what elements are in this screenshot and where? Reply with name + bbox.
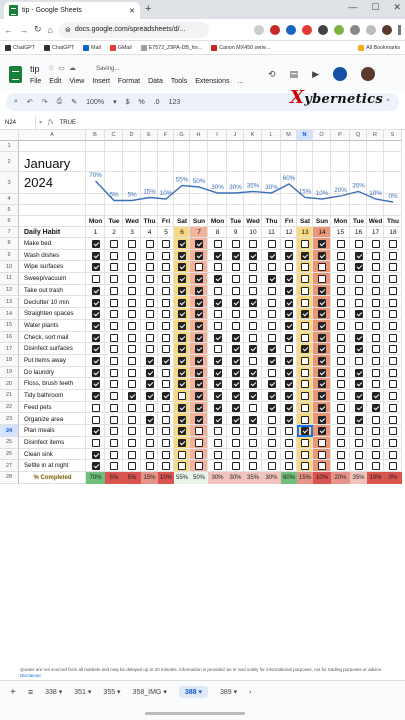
column-header-c[interactable]: C: [105, 130, 123, 141]
sheet-tab[interactable]: 351 ▾: [74, 689, 92, 696]
percent-button[interactable]: %: [138, 98, 145, 106]
name-box[interactable]: N24: [0, 116, 36, 129]
sheet-tab[interactable]: 389 ▾: [220, 689, 238, 696]
all-bookmarks[interactable]: All Bookmarks: [358, 45, 400, 51]
meet-icon[interactable]: ▶: [312, 68, 319, 79]
row-header-19[interactable]: 19: [0, 367, 19, 379]
habit-label: Plan meals: [24, 427, 55, 435]
row-header-25[interactable]: 25: [0, 437, 19, 449]
chart-data-label: 20%: [334, 187, 347, 194]
column-header-s[interactable]: S: [384, 130, 402, 141]
habit-label: Settle in at night: [24, 462, 69, 470]
back-icon[interactable]: ←: [4, 24, 13, 35]
row-header-24[interactable]: 24: [0, 425, 19, 437]
daily-habit-header: Daily Habit: [24, 229, 61, 236]
row-header-4[interactable]: 4: [0, 194, 19, 205]
bookmark-item[interactable]: ChatGPT: [44, 45, 74, 51]
day-number: 11: [268, 229, 275, 236]
day-number: 4: [147, 229, 152, 236]
habit-label: Wash dishes: [24, 251, 60, 259]
row-header-20[interactable]: 20: [0, 378, 19, 390]
bookmark-item[interactable]: E7572_Z9PA-DB_for...: [141, 45, 203, 51]
day-name-header: Wed: [246, 218, 260, 225]
row-header-11[interactable]: 11: [0, 273, 19, 285]
habit-label: Water plants: [24, 321, 59, 329]
row-header-8[interactable]: 8: [0, 238, 19, 250]
month-title: January: [24, 156, 71, 171]
chart-data-label: 55%: [175, 176, 189, 184]
column-header-d[interactable]: D: [123, 130, 141, 141]
chart-data-label: 15%: [298, 188, 312, 196]
print-icon[interactable]: ⎙: [56, 98, 63, 105]
collapse-toolbar-icon[interactable]: ⌃: [385, 99, 391, 106]
all-sheets-icon[interactable]: ≡: [27, 687, 34, 697]
column-header-o[interactable]: O: [313, 130, 331, 141]
habit-label: Check, sort mail: [24, 333, 69, 341]
menu-format[interactable]: Format: [117, 78, 141, 85]
day-number: 18: [389, 229, 397, 236]
column-header-a[interactable]: A: [19, 130, 86, 141]
row-header-6[interactable]: 6: [0, 216, 19, 227]
column-header-m[interactable]: M: [281, 130, 297, 141]
day-name-header: Wed: [125, 218, 139, 225]
chart-data-label: 50%: [192, 178, 206, 185]
chart-data-label: 10%: [369, 190, 382, 197]
history-icon[interactable]: ⟲: [268, 68, 276, 79]
menu-view[interactable]: View: [69, 78, 85, 85]
number-format-button[interactable]: 123: [168, 98, 181, 106]
habit-label: Organize area: [24, 415, 64, 423]
chart-data-label: 10%: [315, 190, 329, 197]
menu-file[interactable]: File: [30, 78, 42, 85]
zoom-select[interactable]: 100%: [86, 98, 105, 106]
pct-completed-value: 50%: [190, 472, 208, 484]
habit-label: Clean sink: [24, 450, 53, 458]
menu-data[interactable]: Data: [148, 78, 163, 85]
row-header-12[interactable]: 12: [0, 285, 19, 297]
day-number: 13: [301, 229, 309, 236]
day-name-header: Tue: [352, 218, 365, 225]
row-header-9[interactable]: 9: [0, 250, 19, 262]
disclaimer-text: Quotes are not sourced from all markets and may be delayed up to 20 minutes. Information is provided 'as is' and solely for informational purposes, not for trading purposes or advice.: [20, 667, 383, 672]
row-header-21[interactable]: 21: [0, 390, 19, 402]
chart-data-label: 5%: [109, 191, 119, 199]
column-header-j[interactable]: J: [227, 130, 244, 141]
fx-icon: fx: [48, 119, 54, 126]
row-header-7[interactable]: 7: [0, 227, 19, 238]
pct-completed-value: 60%: [281, 472, 297, 484]
day-number: 15: [336, 229, 345, 236]
pct-completed-value: 35%: [350, 472, 367, 484]
chart-data-label: 30%: [229, 184, 242, 191]
day-name-header: Sun: [315, 218, 329, 225]
cloud-icon[interactable]: ☁: [68, 65, 76, 72]
day-name-header: Tue: [108, 218, 120, 225]
pct-completed-label: % Completed: [33, 474, 72, 481]
day-number: 8: [215, 229, 220, 236]
day-name-header: Thu: [265, 218, 278, 225]
year-title: 2024: [24, 175, 53, 190]
pct-completed-value: 10%: [158, 472, 174, 484]
row-header-27[interactable]: 27: [0, 460, 19, 472]
disclaimer: [20, 667, 395, 678]
bookmark-item[interactable]: ChatGPT: [5, 45, 35, 51]
pct-completed-value: 5%: [123, 472, 141, 484]
completion-series-line: [96, 181, 394, 202]
pct-completed-value: 30%: [208, 472, 227, 484]
site-info-icon[interactable]: ⊜: [64, 26, 71, 34]
search-icon[interactable]: ⌕: [14, 98, 18, 105]
column-header-h[interactable]: H: [190, 130, 208, 141]
document-title[interactable]: tip: [30, 64, 40, 74]
chart-data-label: 70%: [89, 172, 102, 179]
column-header-f[interactable]: F: [158, 130, 174, 141]
horizontal-scrollbar[interactable]: [145, 712, 245, 715]
chart-data-label: 15%: [143, 188, 156, 196]
row-header-26[interactable]: 26: [0, 449, 19, 461]
habit-label: Wipe surfaces: [24, 263, 64, 271]
day-name-header: Fri: [284, 218, 294, 225]
pct-completed-value: 35%: [244, 472, 262, 484]
day-number: 1: [93, 229, 98, 236]
pct-completed-value: 30%: [227, 472, 244, 484]
pct-completed-value: 10%: [367, 472, 384, 484]
comments-icon[interactable]: ▤: [289, 68, 299, 79]
habit-label: Take out trash: [24, 286, 63, 294]
menu-more[interactable]: ...: [237, 78, 244, 85]
pct-completed-value: 5%: [105, 472, 123, 484]
row-header-2[interactable]: 2: [0, 152, 19, 172]
bookmark-item[interactable]: GMail: [110, 45, 132, 51]
column-header-l[interactable]: L: [262, 130, 281, 141]
day-number: 2: [112, 229, 116, 236]
pct-completed-value: 15%: [297, 472, 313, 484]
saving-status: Saving...: [96, 66, 120, 72]
pct-completed-value: 70%: [86, 472, 105, 484]
habit-label: Disinfect items: [24, 438, 65, 446]
habit-label: Do laundry: [24, 368, 54, 376]
day-name-header: Fri: [161, 218, 171, 225]
day-number: 10: [249, 229, 257, 236]
chart-data-label: 35%: [352, 182, 365, 190]
day-name-header: Sat: [299, 218, 311, 225]
column-header-q[interactable]: Q: [350, 130, 367, 141]
habit-label: Tidy bathroom: [24, 392, 64, 400]
row-header-23[interactable]: 23: [0, 414, 19, 426]
column-header-g[interactable]: G: [174, 130, 190, 141]
chart-data-label: 60%: [282, 175, 296, 182]
cybernetics-watermark: Xybernetics: [290, 87, 383, 108]
menu-tools[interactable]: Tools: [170, 78, 188, 85]
paint-format-icon[interactable]: ✎: [71, 99, 78, 106]
forward-icon[interactable]: →: [19, 24, 28, 35]
column-header-i[interactable]: I: [208, 130, 227, 141]
pct-completed-value: 30%: [262, 472, 281, 484]
name-box-chevron-icon[interactable]: ▾: [39, 120, 43, 126]
browser-tab-title: tip - Google Sheets: [22, 7, 82, 14]
sheet-tab-active[interactable]: 388 ▾: [179, 686, 208, 698]
formula-input[interactable]: TRUE: [59, 119, 76, 126]
day-name-header: Mon: [210, 218, 225, 225]
column-header-b[interactable]: B: [86, 130, 105, 141]
row-header-13[interactable]: 13: [0, 297, 19, 309]
habit-label: Feed pets: [24, 403, 52, 411]
column-header-k[interactable]: K: [244, 130, 262, 141]
habit-label: Floss, brush teeth: [24, 380, 74, 388]
sheet-tab[interactable]: 355 ▾: [103, 689, 121, 696]
day-name-header: Thu: [387, 218, 399, 225]
row-header-10[interactable]: 10: [0, 261, 19, 273]
day-number: 6: [180, 229, 184, 236]
day-name-header: Mon: [88, 218, 103, 225]
chart-data-label: 30%: [265, 184, 278, 191]
menu-extensions[interactable]: Extensions: [195, 78, 230, 85]
new-tab-icon[interactable]: +: [145, 3, 152, 15]
column-header-n[interactable]: N: [297, 130, 313, 141]
decrease-decimal-button[interactable]: .0: [153, 98, 160, 106]
row-header-22[interactable]: 22: [0, 402, 19, 414]
day-number: 3: [130, 229, 134, 236]
row-header-28[interactable]: 28: [0, 472, 19, 484]
menu-edit[interactable]: Edit: [49, 78, 62, 85]
disclaimer-link[interactable]: Disclaimer: [20, 672, 42, 678]
maximize-icon[interactable]: ☐: [371, 2, 380, 12]
row-header-14[interactable]: 14: [0, 308, 19, 320]
day-number: 14: [318, 229, 326, 236]
day-number: 9: [233, 229, 238, 236]
habit-label: Straighten spaces: [24, 310, 74, 318]
row-header-15[interactable]: 15: [0, 320, 19, 332]
row-header-1[interactable]: 1: [0, 141, 19, 152]
sheet-tabs: [10, 686, 252, 698]
day-name-header: Thu: [143, 218, 156, 225]
move-folder-icon[interactable]: ▭: [58, 65, 65, 72]
day-number: 5: [164, 229, 168, 236]
chart-data-label: 5%: [127, 191, 137, 199]
habit-label: Put items away: [24, 357, 66, 364]
url-text: docs.google.com/spreadsheets/d/...: [74, 26, 186, 33]
day-name-header: Mon: [333, 218, 348, 225]
row-header-3[interactable]: 3: [0, 172, 19, 194]
pct-completed-value: 15%: [141, 472, 158, 484]
home-icon[interactable]: ⌂: [47, 24, 53, 35]
day-number: 16: [354, 229, 363, 236]
pct-completed-value: 10%: [313, 472, 331, 484]
row-header-5[interactable]: 5: [0, 205, 19, 216]
column-header-r[interactable]: R: [367, 130, 384, 141]
habit-label: Disinfect surfaces: [24, 345, 73, 353]
pct-completed-value: 0%: [384, 472, 402, 484]
row-header-17[interactable]: 17: [0, 343, 19, 355]
day-number: 17: [371, 229, 380, 236]
day-name-header: Tue: [229, 218, 242, 225]
add-sheet-icon[interactable]: +: [10, 686, 16, 698]
chart-data-label: 0%: [388, 193, 398, 200]
minimize-icon[interactable]: —: [348, 2, 358, 12]
star-icon[interactable]: ☆: [48, 65, 55, 72]
habit-label: Sweep/vacuum: [24, 275, 67, 283]
reload-icon[interactable]: ↻: [34, 24, 42, 34]
close-tab-icon[interactable]: ✕: [129, 7, 135, 15]
column-header-e[interactable]: E: [141, 130, 158, 141]
chevron-down-icon[interactable]: ▾: [113, 99, 117, 106]
day-number: 7: [197, 229, 201, 236]
chart-data-label: 10%: [159, 190, 173, 197]
column-header-p[interactable]: P: [331, 130, 350, 141]
menu-insert[interactable]: Insert: [92, 78, 110, 85]
day-number: 12: [285, 229, 293, 236]
row-header-16[interactable]: 16: [0, 332, 19, 344]
habit-label: Make bed: [24, 240, 52, 247]
undo-icon[interactable]: ↶: [26, 99, 33, 106]
sheet-tab[interactable]: 338 ▾: [45, 689, 63, 696]
bookmark-item[interactable]: Canon MX450 serie...: [211, 45, 270, 51]
row-header-18[interactable]: 18: [0, 355, 19, 367]
sheet-tabs-scroll-right-icon[interactable]: ›: [249, 688, 252, 696]
redo-icon[interactable]: ↷: [41, 99, 48, 106]
chart-data-label: 30%: [211, 184, 224, 191]
habit-label: Declutter 10 min: [24, 298, 70, 306]
chart-data-label: 35%: [246, 182, 260, 190]
sheet-tab[interactable]: 358_IMG ▾: [132, 689, 167, 696]
pct-completed-value: 20%: [331, 472, 350, 484]
day-name-header: Sat: [176, 218, 188, 225]
day-name-header: Sun: [192, 218, 206, 225]
day-name-header: Wed: [368, 218, 383, 225]
currency-button[interactable]: $: [125, 98, 130, 106]
pct-completed-value: 55%: [174, 472, 190, 484]
close-window-icon[interactable]: ✕: [393, 2, 401, 12]
bookmark-item[interactable]: Mail: [83, 45, 101, 51]
